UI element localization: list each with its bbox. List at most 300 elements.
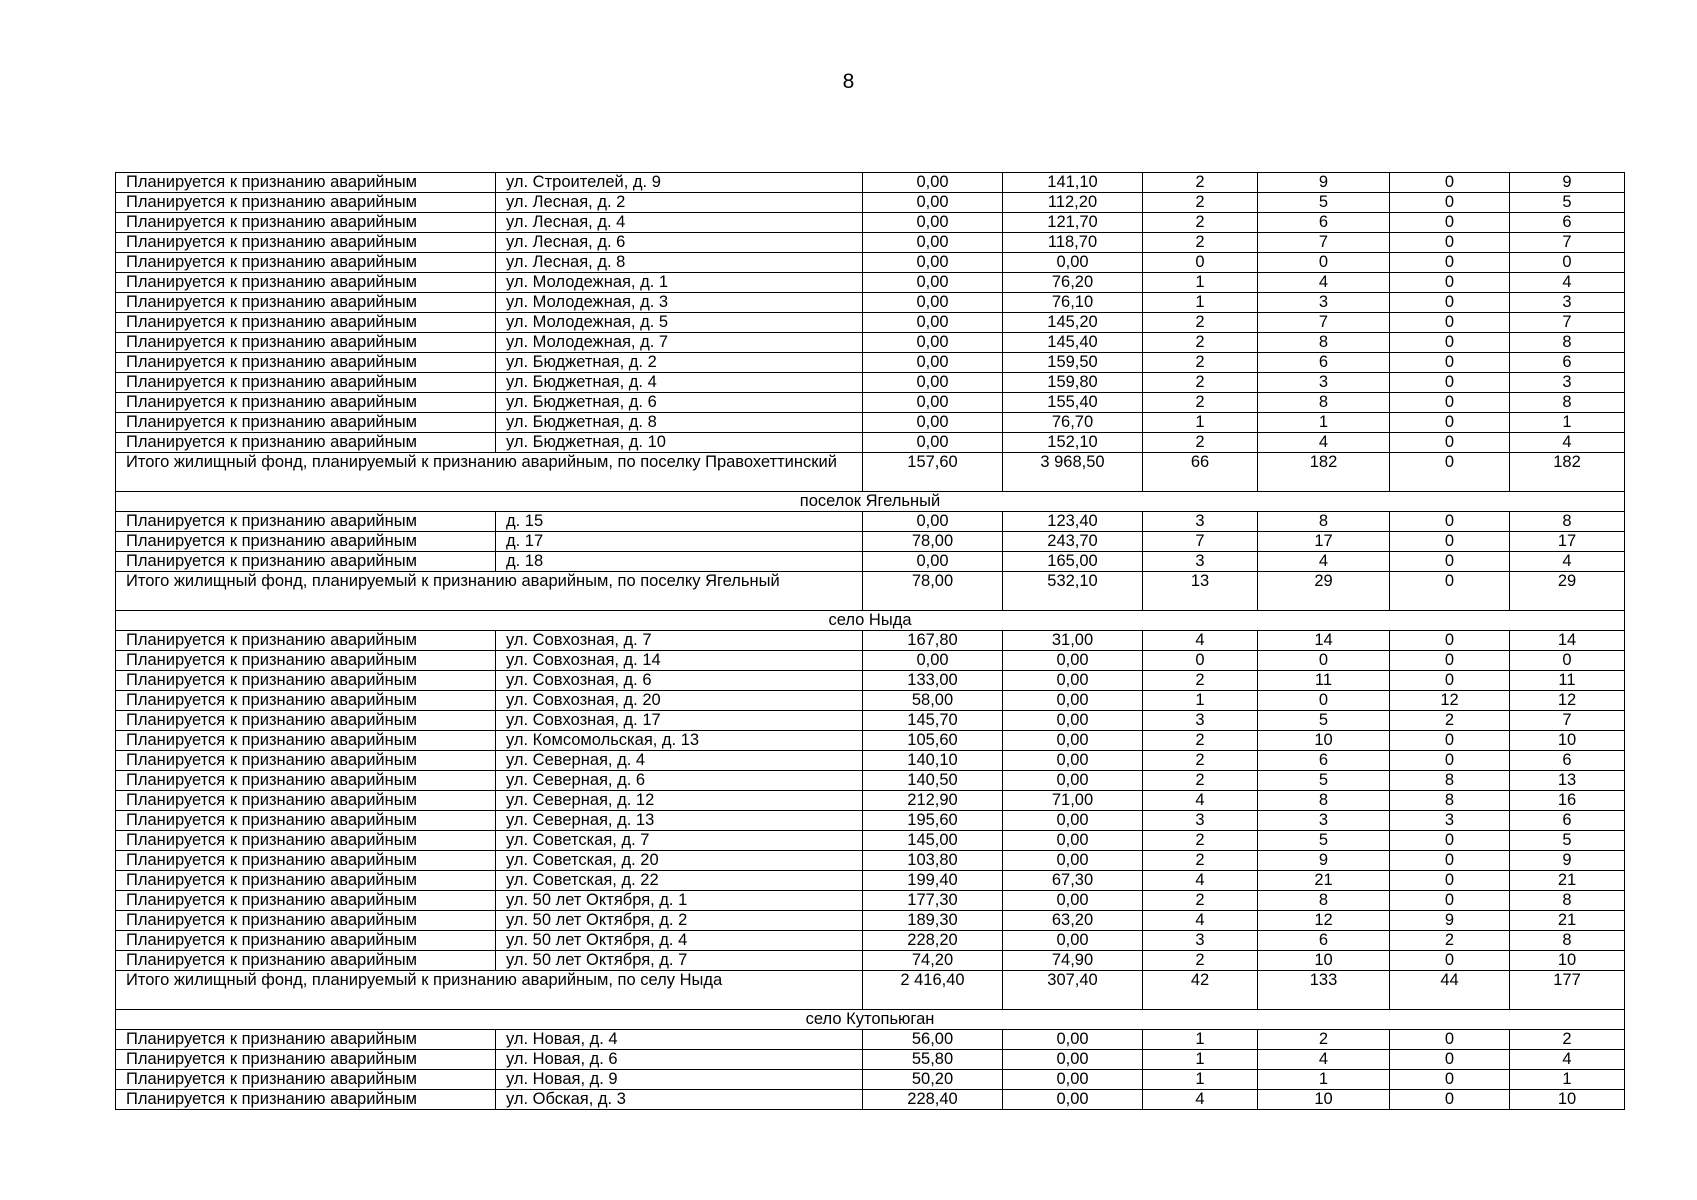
total-row — [116, 572, 1625, 611]
table-row — [116, 931, 1625, 951]
table-row — [116, 711, 1625, 731]
value-cell-5: 0 — [1390, 631, 1510, 651]
value-cell-5: 0 — [1390, 731, 1510, 751]
status-cell: Планируется к признанию аварийным — [116, 532, 496, 552]
value-cell-1: 0,00 — [863, 173, 1003, 193]
value-cell-2: 71,00 — [1003, 791, 1143, 811]
value-cell-2: 76,70 — [1003, 413, 1143, 433]
value-cell-3: 1 — [1143, 691, 1258, 711]
table-row — [116, 433, 1625, 453]
table-row — [116, 851, 1625, 871]
value-cell-6: 7 — [1510, 233, 1625, 253]
value-cell-6: 14 — [1510, 631, 1625, 651]
address-cell: ул. Обская, д. 3 — [496, 1090, 863, 1110]
value-cell-1: 145,00 — [863, 831, 1003, 851]
value-cell-3: 2 — [1143, 731, 1258, 751]
value-cell-2: 0,00 — [1003, 1070, 1143, 1090]
value-cell-4: 4 — [1258, 273, 1390, 293]
value-cell-3: 2 — [1143, 213, 1258, 233]
value-cell-2: 118,70 — [1003, 233, 1143, 253]
table-row — [116, 1050, 1625, 1070]
value-cell-4: 3 — [1258, 293, 1390, 313]
total-value-3: 42 — [1143, 971, 1258, 1010]
address-cell: д. 18 — [496, 552, 863, 572]
table-row — [116, 911, 1625, 931]
value-cell-2: 0,00 — [1003, 671, 1143, 691]
value-cell-1: 0,00 — [863, 433, 1003, 453]
value-cell-3: 2 — [1143, 771, 1258, 791]
value-cell-2: 31,00 — [1003, 631, 1143, 651]
value-cell-5: 0 — [1390, 313, 1510, 333]
section-heading-row — [116, 1010, 1625, 1030]
address-cell: ул. Советская, д. 22 — [496, 871, 863, 891]
housing-table — [115, 172, 1625, 1110]
address-cell: ул. Молодежная, д. 7 — [496, 333, 863, 353]
address-cell: д. 15 — [496, 512, 863, 532]
status-cell: Планируется к признанию аварийным — [116, 891, 496, 911]
address-cell: ул. Бюджетная, д. 6 — [496, 393, 863, 413]
table-row — [116, 373, 1625, 393]
value-cell-5: 2 — [1390, 711, 1510, 731]
value-cell-2: 159,50 — [1003, 353, 1143, 373]
status-cell: Планируется к признанию аварийным — [116, 273, 496, 293]
address-cell: ул. Советская, д. 7 — [496, 831, 863, 851]
table-row — [116, 831, 1625, 851]
value-cell-3: 3 — [1143, 512, 1258, 532]
value-cell-4: 4 — [1258, 433, 1390, 453]
value-cell-5: 0 — [1390, 851, 1510, 871]
value-cell-3: 3 — [1143, 931, 1258, 951]
value-cell-6: 4 — [1510, 433, 1625, 453]
table-row — [116, 671, 1625, 691]
value-cell-3: 2 — [1143, 851, 1258, 871]
value-cell-6: 9 — [1510, 851, 1625, 871]
value-cell-1: 0,00 — [863, 413, 1003, 433]
value-cell-4: 8 — [1258, 791, 1390, 811]
table-row — [116, 751, 1625, 771]
value-cell-5: 0 — [1390, 1090, 1510, 1110]
value-cell-2: 0,00 — [1003, 831, 1143, 851]
value-cell-6: 4 — [1510, 1050, 1625, 1070]
value-cell-4: 8 — [1258, 393, 1390, 413]
value-cell-1: 199,40 — [863, 871, 1003, 891]
value-cell-5: 8 — [1390, 791, 1510, 811]
address-cell: ул. 50 лет Октября, д. 7 — [496, 951, 863, 971]
value-cell-1: 0,00 — [863, 253, 1003, 273]
address-cell: ул. 50 лет Октября, д. 2 — [496, 911, 863, 931]
value-cell-6: 10 — [1510, 731, 1625, 751]
value-cell-1: 228,40 — [863, 1090, 1003, 1110]
value-cell-6: 8 — [1510, 891, 1625, 911]
value-cell-5: 0 — [1390, 951, 1510, 971]
value-cell-4: 6 — [1258, 751, 1390, 771]
value-cell-6: 6 — [1510, 751, 1625, 771]
table-row — [116, 951, 1625, 971]
value-cell-4: 4 — [1258, 552, 1390, 572]
total-value-3: 13 — [1143, 572, 1258, 611]
value-cell-3: 2 — [1143, 831, 1258, 851]
value-cell-6: 6 — [1510, 353, 1625, 373]
section-heading: село Кутопьюган — [116, 1010, 1625, 1030]
value-cell-2: 0,00 — [1003, 691, 1143, 711]
table-row — [116, 651, 1625, 671]
value-cell-2: 0,00 — [1003, 253, 1143, 273]
value-cell-2: 0,00 — [1003, 711, 1143, 731]
value-cell-5: 0 — [1390, 273, 1510, 293]
value-cell-5: 0 — [1390, 233, 1510, 253]
status-cell: Планируется к признанию аварийным — [116, 333, 496, 353]
total-value-6: 177 — [1510, 971, 1625, 1010]
total-label: Итого жилищный фонд, планируемый к признанию аварийным, по селу Ныда — [116, 971, 863, 1010]
value-cell-2: 0,00 — [1003, 891, 1143, 911]
value-cell-3: 2 — [1143, 353, 1258, 373]
value-cell-4: 10 — [1258, 951, 1390, 971]
table-row — [116, 771, 1625, 791]
value-cell-4: 9 — [1258, 851, 1390, 871]
value-cell-6: 8 — [1510, 333, 1625, 353]
value-cell-2: 0,00 — [1003, 731, 1143, 751]
status-cell: Планируется к признанию аварийным — [116, 233, 496, 253]
value-cell-4: 12 — [1258, 911, 1390, 931]
value-cell-4: 8 — [1258, 891, 1390, 911]
value-cell-2: 145,40 — [1003, 333, 1143, 353]
value-cell-1: 55,80 — [863, 1050, 1003, 1070]
value-cell-2: 243,70 — [1003, 532, 1143, 552]
value-cell-4: 21 — [1258, 871, 1390, 891]
value-cell-3: 2 — [1143, 193, 1258, 213]
value-cell-3: 1 — [1143, 1030, 1258, 1050]
value-cell-1: 0,00 — [863, 353, 1003, 373]
value-cell-1: 140,50 — [863, 771, 1003, 791]
value-cell-6: 10 — [1510, 951, 1625, 971]
value-cell-3: 2 — [1143, 891, 1258, 911]
value-cell-4: 2 — [1258, 1030, 1390, 1050]
value-cell-5: 0 — [1390, 213, 1510, 233]
address-cell: ул. Совхозная, д. 17 — [496, 711, 863, 731]
address-cell: ул. Совхозная, д. 20 — [496, 691, 863, 711]
value-cell-6: 3 — [1510, 293, 1625, 313]
value-cell-4: 5 — [1258, 831, 1390, 851]
value-cell-6: 8 — [1510, 393, 1625, 413]
table-row — [116, 871, 1625, 891]
table-row — [116, 691, 1625, 711]
status-cell: Планируется к признанию аварийным — [116, 791, 496, 811]
table-row — [116, 293, 1625, 313]
value-cell-3: 2 — [1143, 333, 1258, 353]
table-row — [116, 631, 1625, 651]
value-cell-1: 0,00 — [863, 193, 1003, 213]
value-cell-2: 141,10 — [1003, 173, 1143, 193]
value-cell-6: 21 — [1510, 871, 1625, 891]
status-cell: Планируется к признанию аварийным — [116, 731, 496, 751]
value-cell-3: 1 — [1143, 1070, 1258, 1090]
value-cell-4: 3 — [1258, 373, 1390, 393]
value-cell-1: 0,00 — [863, 313, 1003, 333]
value-cell-6: 9 — [1510, 173, 1625, 193]
status-cell: Планируется к признанию аварийным — [116, 313, 496, 333]
status-cell: Планируется к признанию аварийным — [116, 1090, 496, 1110]
value-cell-1: 195,60 — [863, 811, 1003, 831]
section-heading-row — [116, 492, 1625, 512]
value-cell-6: 4 — [1510, 273, 1625, 293]
value-cell-5: 0 — [1390, 512, 1510, 532]
table-row — [116, 512, 1625, 532]
value-cell-6: 2 — [1510, 1030, 1625, 1050]
value-cell-6: 21 — [1510, 911, 1625, 931]
table-row — [116, 253, 1625, 273]
value-cell-2: 0,00 — [1003, 1090, 1143, 1110]
value-cell-6: 10 — [1510, 1090, 1625, 1110]
value-cell-4: 3 — [1258, 811, 1390, 831]
value-cell-5: 0 — [1390, 293, 1510, 313]
status-cell: Планируется к признанию аварийным — [116, 691, 496, 711]
address-cell: ул. Бюджетная, д. 2 — [496, 353, 863, 373]
total-value-1: 78,00 — [863, 572, 1003, 611]
value-cell-2: 76,10 — [1003, 293, 1143, 313]
status-cell: Планируется к признанию аварийным — [116, 711, 496, 731]
table-row — [116, 731, 1625, 751]
value-cell-6: 5 — [1510, 831, 1625, 851]
value-cell-5: 0 — [1390, 373, 1510, 393]
table-row — [116, 393, 1625, 413]
address-cell: ул. Лесная, д. 4 — [496, 213, 863, 233]
value-cell-3: 0 — [1143, 253, 1258, 273]
value-cell-6: 16 — [1510, 791, 1625, 811]
value-cell-6: 4 — [1510, 552, 1625, 572]
address-cell: ул. Молодежная, д. 1 — [496, 273, 863, 293]
page-number: 8 — [842, 70, 855, 93]
table-row — [116, 413, 1625, 433]
value-cell-5: 0 — [1390, 891, 1510, 911]
value-cell-2: 112,20 — [1003, 193, 1143, 213]
value-cell-5: 0 — [1390, 173, 1510, 193]
value-cell-1: 212,90 — [863, 791, 1003, 811]
status-cell: Планируется к признанию аварийным — [116, 851, 496, 871]
value-cell-3: 2 — [1143, 373, 1258, 393]
value-cell-4: 7 — [1258, 313, 1390, 333]
value-cell-1: 74,20 — [863, 951, 1003, 971]
value-cell-1: 0,00 — [863, 552, 1003, 572]
value-cell-1: 58,00 — [863, 691, 1003, 711]
value-cell-2: 155,40 — [1003, 393, 1143, 413]
value-cell-5: 0 — [1390, 393, 1510, 413]
status-cell: Планируется к признанию аварийным — [116, 951, 496, 971]
total-value-3: 66 — [1143, 453, 1258, 492]
value-cell-2: 0,00 — [1003, 651, 1143, 671]
value-cell-1: 145,70 — [863, 711, 1003, 731]
value-cell-4: 6 — [1258, 213, 1390, 233]
address-cell: ул. 50 лет Октября, д. 4 — [496, 931, 863, 951]
value-cell-3: 1 — [1143, 293, 1258, 313]
value-cell-2: 165,00 — [1003, 552, 1143, 572]
status-cell: Планируется к признанию аварийным — [116, 671, 496, 691]
table-row — [116, 233, 1625, 253]
status-cell: Планируется к признанию аварийным — [116, 1030, 496, 1050]
value-cell-4: 8 — [1258, 512, 1390, 532]
value-cell-3: 7 — [1143, 532, 1258, 552]
total-value-5: 44 — [1390, 971, 1510, 1010]
table-row — [116, 552, 1625, 572]
total-label: Итого жилищный фонд, планируемый к признанию аварийным, по поселку Правохеттинский — [116, 453, 863, 492]
value-cell-1: 0,00 — [863, 333, 1003, 353]
value-cell-2: 76,20 — [1003, 273, 1143, 293]
value-cell-1: 0,00 — [863, 651, 1003, 671]
value-cell-2: 67,30 — [1003, 871, 1143, 891]
value-cell-1: 56,00 — [863, 1030, 1003, 1050]
value-cell-1: 0,00 — [863, 512, 1003, 532]
value-cell-1: 0,00 — [863, 213, 1003, 233]
section-heading-row — [116, 611, 1625, 631]
value-cell-4: 10 — [1258, 1090, 1390, 1110]
status-cell: Планируется к признанию аварийным — [116, 871, 496, 891]
status-cell: Планируется к признанию аварийным — [116, 213, 496, 233]
address-cell: ул. Совхозная, д. 14 — [496, 651, 863, 671]
value-cell-1: 78,00 — [863, 532, 1003, 552]
value-cell-2: 145,20 — [1003, 313, 1143, 333]
status-cell: Планируется к признанию аварийным — [116, 293, 496, 313]
value-cell-1: 0,00 — [863, 233, 1003, 253]
address-cell: ул. Северная, д. 6 — [496, 771, 863, 791]
value-cell-3: 4 — [1143, 911, 1258, 931]
address-cell: ул. Бюджетная, д. 4 — [496, 373, 863, 393]
table-row — [116, 213, 1625, 233]
value-cell-5: 0 — [1390, 353, 1510, 373]
value-cell-2: 0,00 — [1003, 851, 1143, 871]
status-cell: Планируется к признанию аварийным — [116, 931, 496, 951]
value-cell-3: 2 — [1143, 393, 1258, 413]
value-cell-2: 74,90 — [1003, 951, 1143, 971]
value-cell-5: 8 — [1390, 771, 1510, 791]
value-cell-3: 2 — [1143, 233, 1258, 253]
status-cell: Планируется к признанию аварийным — [116, 911, 496, 931]
value-cell-1: 189,30 — [863, 911, 1003, 931]
table-row — [116, 353, 1625, 373]
total-row — [116, 971, 1625, 1010]
value-cell-2: 152,10 — [1003, 433, 1143, 453]
status-cell: Планируется к признанию аварийным — [116, 393, 496, 413]
value-cell-3: 2 — [1143, 751, 1258, 771]
value-cell-3: 4 — [1143, 1090, 1258, 1110]
status-cell: Планируется к признанию аварийным — [116, 831, 496, 851]
status-cell: Планируется к признанию аварийным — [116, 193, 496, 213]
value-cell-3: 2 — [1143, 173, 1258, 193]
value-cell-5: 0 — [1390, 1030, 1510, 1050]
value-cell-5: 2 — [1390, 931, 1510, 951]
value-cell-6: 8 — [1510, 931, 1625, 951]
value-cell-4: 5 — [1258, 771, 1390, 791]
address-cell: ул. Северная, д. 13 — [496, 811, 863, 831]
value-cell-1: 105,60 — [863, 731, 1003, 751]
value-cell-5: 0 — [1390, 1070, 1510, 1090]
status-cell: Планируется к признанию аварийным — [116, 552, 496, 572]
address-cell: ул. Новая, д. 4 — [496, 1030, 863, 1050]
value-cell-6: 17 — [1510, 532, 1625, 552]
total-value-2: 532,10 — [1003, 572, 1143, 611]
value-cell-6: 0 — [1510, 651, 1625, 671]
value-cell-5: 0 — [1390, 831, 1510, 851]
address-cell: ул. Комсомольская, д. 13 — [496, 731, 863, 751]
value-cell-1: 0,00 — [863, 273, 1003, 293]
value-cell-5: 12 — [1390, 691, 1510, 711]
status-cell: Планируется к признанию аварийным — [116, 751, 496, 771]
address-cell: ул. Северная, д. 4 — [496, 751, 863, 771]
status-cell: Планируется к признанию аварийным — [116, 631, 496, 651]
table-row — [116, 333, 1625, 353]
value-cell-4: 0 — [1258, 253, 1390, 273]
value-cell-2: 0,00 — [1003, 771, 1143, 791]
table-row — [116, 891, 1625, 911]
value-cell-6: 0 — [1510, 253, 1625, 273]
total-value-4: 182 — [1258, 453, 1390, 492]
value-cell-3: 3 — [1143, 711, 1258, 731]
value-cell-5: 0 — [1390, 193, 1510, 213]
value-cell-3: 4 — [1143, 791, 1258, 811]
total-value-6: 29 — [1510, 572, 1625, 611]
total-value-4: 133 — [1258, 971, 1390, 1010]
value-cell-5: 0 — [1390, 751, 1510, 771]
section-heading: село Ныда — [116, 611, 1625, 631]
value-cell-4: 11 — [1258, 671, 1390, 691]
value-cell-4: 7 — [1258, 233, 1390, 253]
value-cell-5: 0 — [1390, 532, 1510, 552]
total-value-2: 307,40 — [1003, 971, 1143, 1010]
value-cell-4: 0 — [1258, 691, 1390, 711]
address-cell: ул. Молодежная, д. 5 — [496, 313, 863, 333]
table-row — [116, 1070, 1625, 1090]
address-cell: ул. Бюджетная, д. 10 — [496, 433, 863, 453]
value-cell-6: 1 — [1510, 413, 1625, 433]
value-cell-3: 2 — [1143, 313, 1258, 333]
value-cell-4: 14 — [1258, 631, 1390, 651]
value-cell-5: 0 — [1390, 1050, 1510, 1070]
total-value-1: 2 416,40 — [863, 971, 1003, 1010]
address-cell: ул. Новая, д. 6 — [496, 1050, 863, 1070]
value-cell-3: 2 — [1143, 433, 1258, 453]
value-cell-5: 0 — [1390, 671, 1510, 691]
value-cell-3: 3 — [1143, 552, 1258, 572]
value-cell-3: 0 — [1143, 651, 1258, 671]
table-row — [116, 193, 1625, 213]
value-cell-5: 0 — [1390, 253, 1510, 273]
status-cell: Планируется к признанию аварийным — [116, 433, 496, 453]
status-cell: Планируется к признанию аварийным — [116, 1070, 496, 1090]
value-cell-3: 2 — [1143, 951, 1258, 971]
status-cell: Планируется к признанию аварийным — [116, 253, 496, 273]
address-cell: ул. Северная, д. 12 — [496, 791, 863, 811]
value-cell-1: 50,20 — [863, 1070, 1003, 1090]
table-row — [116, 811, 1625, 831]
table-row — [116, 1030, 1625, 1050]
value-cell-6: 1 — [1510, 1070, 1625, 1090]
address-cell: д. 17 — [496, 532, 863, 552]
total-value-1: 157,60 — [863, 453, 1003, 492]
value-cell-3: 1 — [1143, 273, 1258, 293]
address-cell: ул. Совхозная, д. 6 — [496, 671, 863, 691]
value-cell-2: 159,80 — [1003, 373, 1143, 393]
status-cell: Планируется к признанию аварийным — [116, 512, 496, 532]
value-cell-2: 0,00 — [1003, 811, 1143, 831]
value-cell-2: 0,00 — [1003, 1050, 1143, 1070]
status-cell: Планируется к признанию аварийным — [116, 413, 496, 433]
value-cell-1: 167,80 — [863, 631, 1003, 651]
value-cell-5: 0 — [1390, 552, 1510, 572]
value-cell-3: 4 — [1143, 871, 1258, 891]
value-cell-6: 6 — [1510, 811, 1625, 831]
value-cell-5: 0 — [1390, 413, 1510, 433]
value-cell-5: 3 — [1390, 811, 1510, 831]
value-cell-2: 121,70 — [1003, 213, 1143, 233]
value-cell-4: 4 — [1258, 1050, 1390, 1070]
